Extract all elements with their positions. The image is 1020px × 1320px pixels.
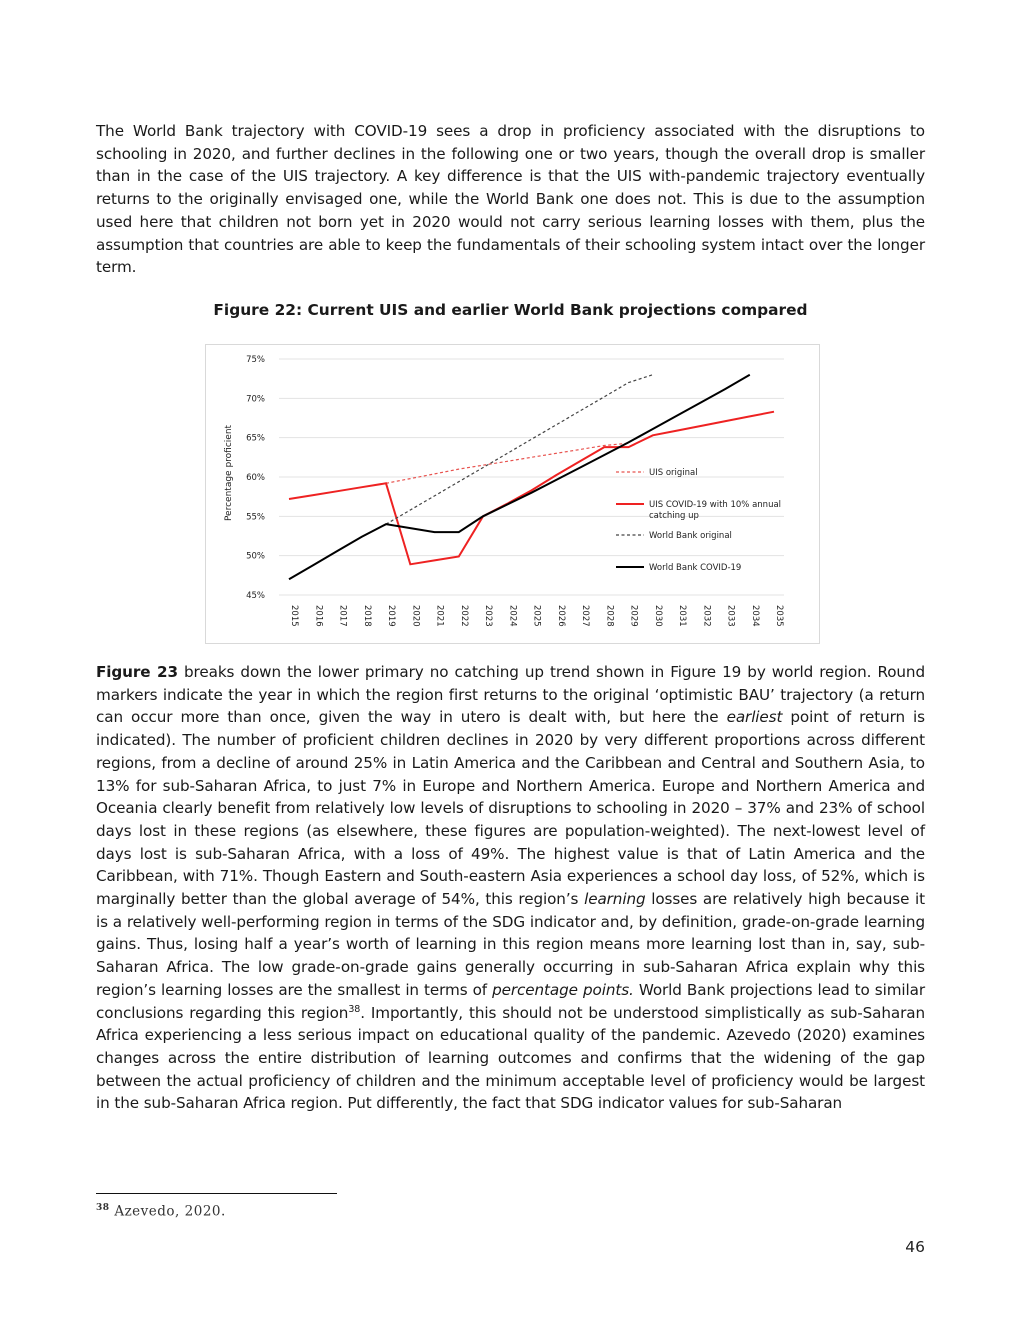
y-tick-label: 55% (246, 512, 265, 523)
page-content (96, 120, 926, 1113)
x-tick-label: 2023 (483, 605, 493, 627)
x-tick-label: 2030 (652, 605, 663, 627)
footnote-text: Azevedo, 2020. (109, 1203, 226, 1220)
series-line-2 (386, 375, 653, 525)
paragraph-2-text-a: breaks down the lower primary no catching up trend shown in Figure 19 by world region. Round markers indicate the year in which the region first returns to the original ‘optimistic BAU’ trajectory (a return can occur more than once, given the way in utero is dealt with, but here the (96, 663, 925, 727)
legend-label: UIS COVID-19 with 10% annual catching up (649, 500, 782, 521)
y-tick-label: 65% (246, 433, 265, 444)
x-tick-label: 2020 (410, 605, 421, 627)
x-tick-label: 2033 (725, 605, 736, 627)
emphasis-percentage-points: percentage points. (492, 980, 634, 999)
legend-label: World Bank COVID-19 (649, 563, 742, 573)
x-tick-label: 2032 (701, 605, 712, 627)
paragraph-2-text-d: World Bank projections lead to similar conclusions regarding this region (96, 980, 925, 1022)
x-tick-label: 2019 (386, 605, 396, 627)
footnote (96, 1203, 226, 1220)
x-tick-label: 2034 (749, 605, 760, 627)
x-tick-label: 2035 (774, 605, 784, 627)
series-line-1 (289, 412, 774, 565)
footnote-divider (96, 1193, 337, 1194)
x-tick-label: 2021 (434, 605, 445, 627)
paragraph-2-text-c: losses are relatively high because it is a relatively well-performing region in terms of the SDG indicator and, by definition, grade-on-grade learning gains. Thus, losing half a year’s worth of learning in this region means more learning lost than in, say, sub-Saharan Africa. The low grade-on-grade gains generally occurring in sub-Saharan Africa explain why this region’s learning losses are the smallest in terms of (96, 890, 926, 999)
grid-lines (279, 359, 784, 595)
x-tick-label: 2018 (361, 605, 372, 627)
x-tick-label: 2029 (628, 605, 639, 627)
x-tick-label: 2022 (458, 605, 469, 627)
legend-label: World Bank original (649, 531, 732, 541)
page-number: 46 (905, 1238, 925, 1256)
x-tick-label: 2026 (555, 605, 566, 627)
x-tick-labels (289, 605, 784, 627)
figure-caption: Figure 22: Current UIS and earlier World Bank projections compared (213, 301, 808, 319)
paragraph-2 (96, 661, 925, 1115)
y-tick-label: 75% (246, 355, 265, 365)
legend-label: UIS original (649, 468, 698, 478)
y-tick-label: 60% (246, 473, 265, 483)
y-tick-label: 45% (246, 591, 265, 601)
footnote-number: 38 (96, 1203, 110, 1213)
paragraph-2-text-e: . Importantly, this should not be understood simplistically as sub-Saharan Africa experiencing a less serious impact on educational quality of the pandemic. Azevedo (2020) examines changes across the entire distribution of learning outcomes and confirms that the widening of the gap between the actual proficiency of children and the minimum acceptable level of proficiency would be largest in the sub-Saharan Africa region. Put differently, the fact that SDG indicator values for sub-Saharan (96, 1003, 925, 1113)
figure-23-reference: Figure 23 (96, 663, 178, 681)
x-tick-label: 2017 (337, 605, 348, 627)
emphasis-earliest: earliest (726, 708, 783, 727)
paragraph-2-text-b: point of return is indicated). The number of proficient children declines in 2020 by very different proportions across different regions, from a decline of around 25% in Latin America and the Caribbean and Central and Southern Asia, to 13% for sub-Saharan Africa, to just 7% in Europe and Northern America. Europe and Northern America and Oceania clearly benefit from relatively low levels of disruptions to schooling in 2020 – 37% and 23% of school days lost in these regions (as elsewhere, these figures are population-weighted). The next-lowest level of days lost is sub-Saharan Africa, with a loss of 49%. The highest value is that of Latin America and the Caribbean, with 71%. Though Eastern and South-eastern Asia experiences a school day loss, of 52%, which is marginally better than the global average of 54%, this region’s (96, 708, 925, 909)
x-tick-label: 2025 (531, 605, 542, 627)
x-tick-label: 2016 (313, 605, 324, 627)
y-tick-label: 50% (246, 551, 265, 562)
line-chart (206, 345, 819, 643)
x-tick-label: 2027 (580, 605, 590, 627)
footnote-reference[interactable]: 38 (348, 1003, 361, 1015)
y-axis-label: Percentage proficient (224, 424, 234, 522)
x-tick-label: 2028 (604, 605, 615, 627)
chart-legend (616, 468, 781, 573)
x-tick-label: 2031 (677, 605, 687, 627)
y-tick-label: 70% (246, 394, 265, 405)
x-tick-label: 2024 (507, 605, 518, 627)
paragraph-1: The World Bank trajectory with COVID-19 sees a drop in proficiency associated with the disruptions to schooling in 2020, and further declines in the following one or two years, though the overall drop is smaller than in the case of the UIS trajectory. A key difference is that the UIS with-pandemic trajectory eventually returns to the originally envisaged one, while the World Bank one does not. This is due to the assumption used here that children not born yet in 2020 would not carry serious learning losses with them, plus the assumption that countries are able to keep the fundamentals of their schooling system intact over the longer term. (96, 122, 925, 277)
figure-22-chart (205, 344, 820, 644)
x-tick-label: 2015 (289, 605, 299, 627)
y-tick-labels (246, 355, 265, 601)
emphasis-learning: learning (584, 890, 646, 909)
